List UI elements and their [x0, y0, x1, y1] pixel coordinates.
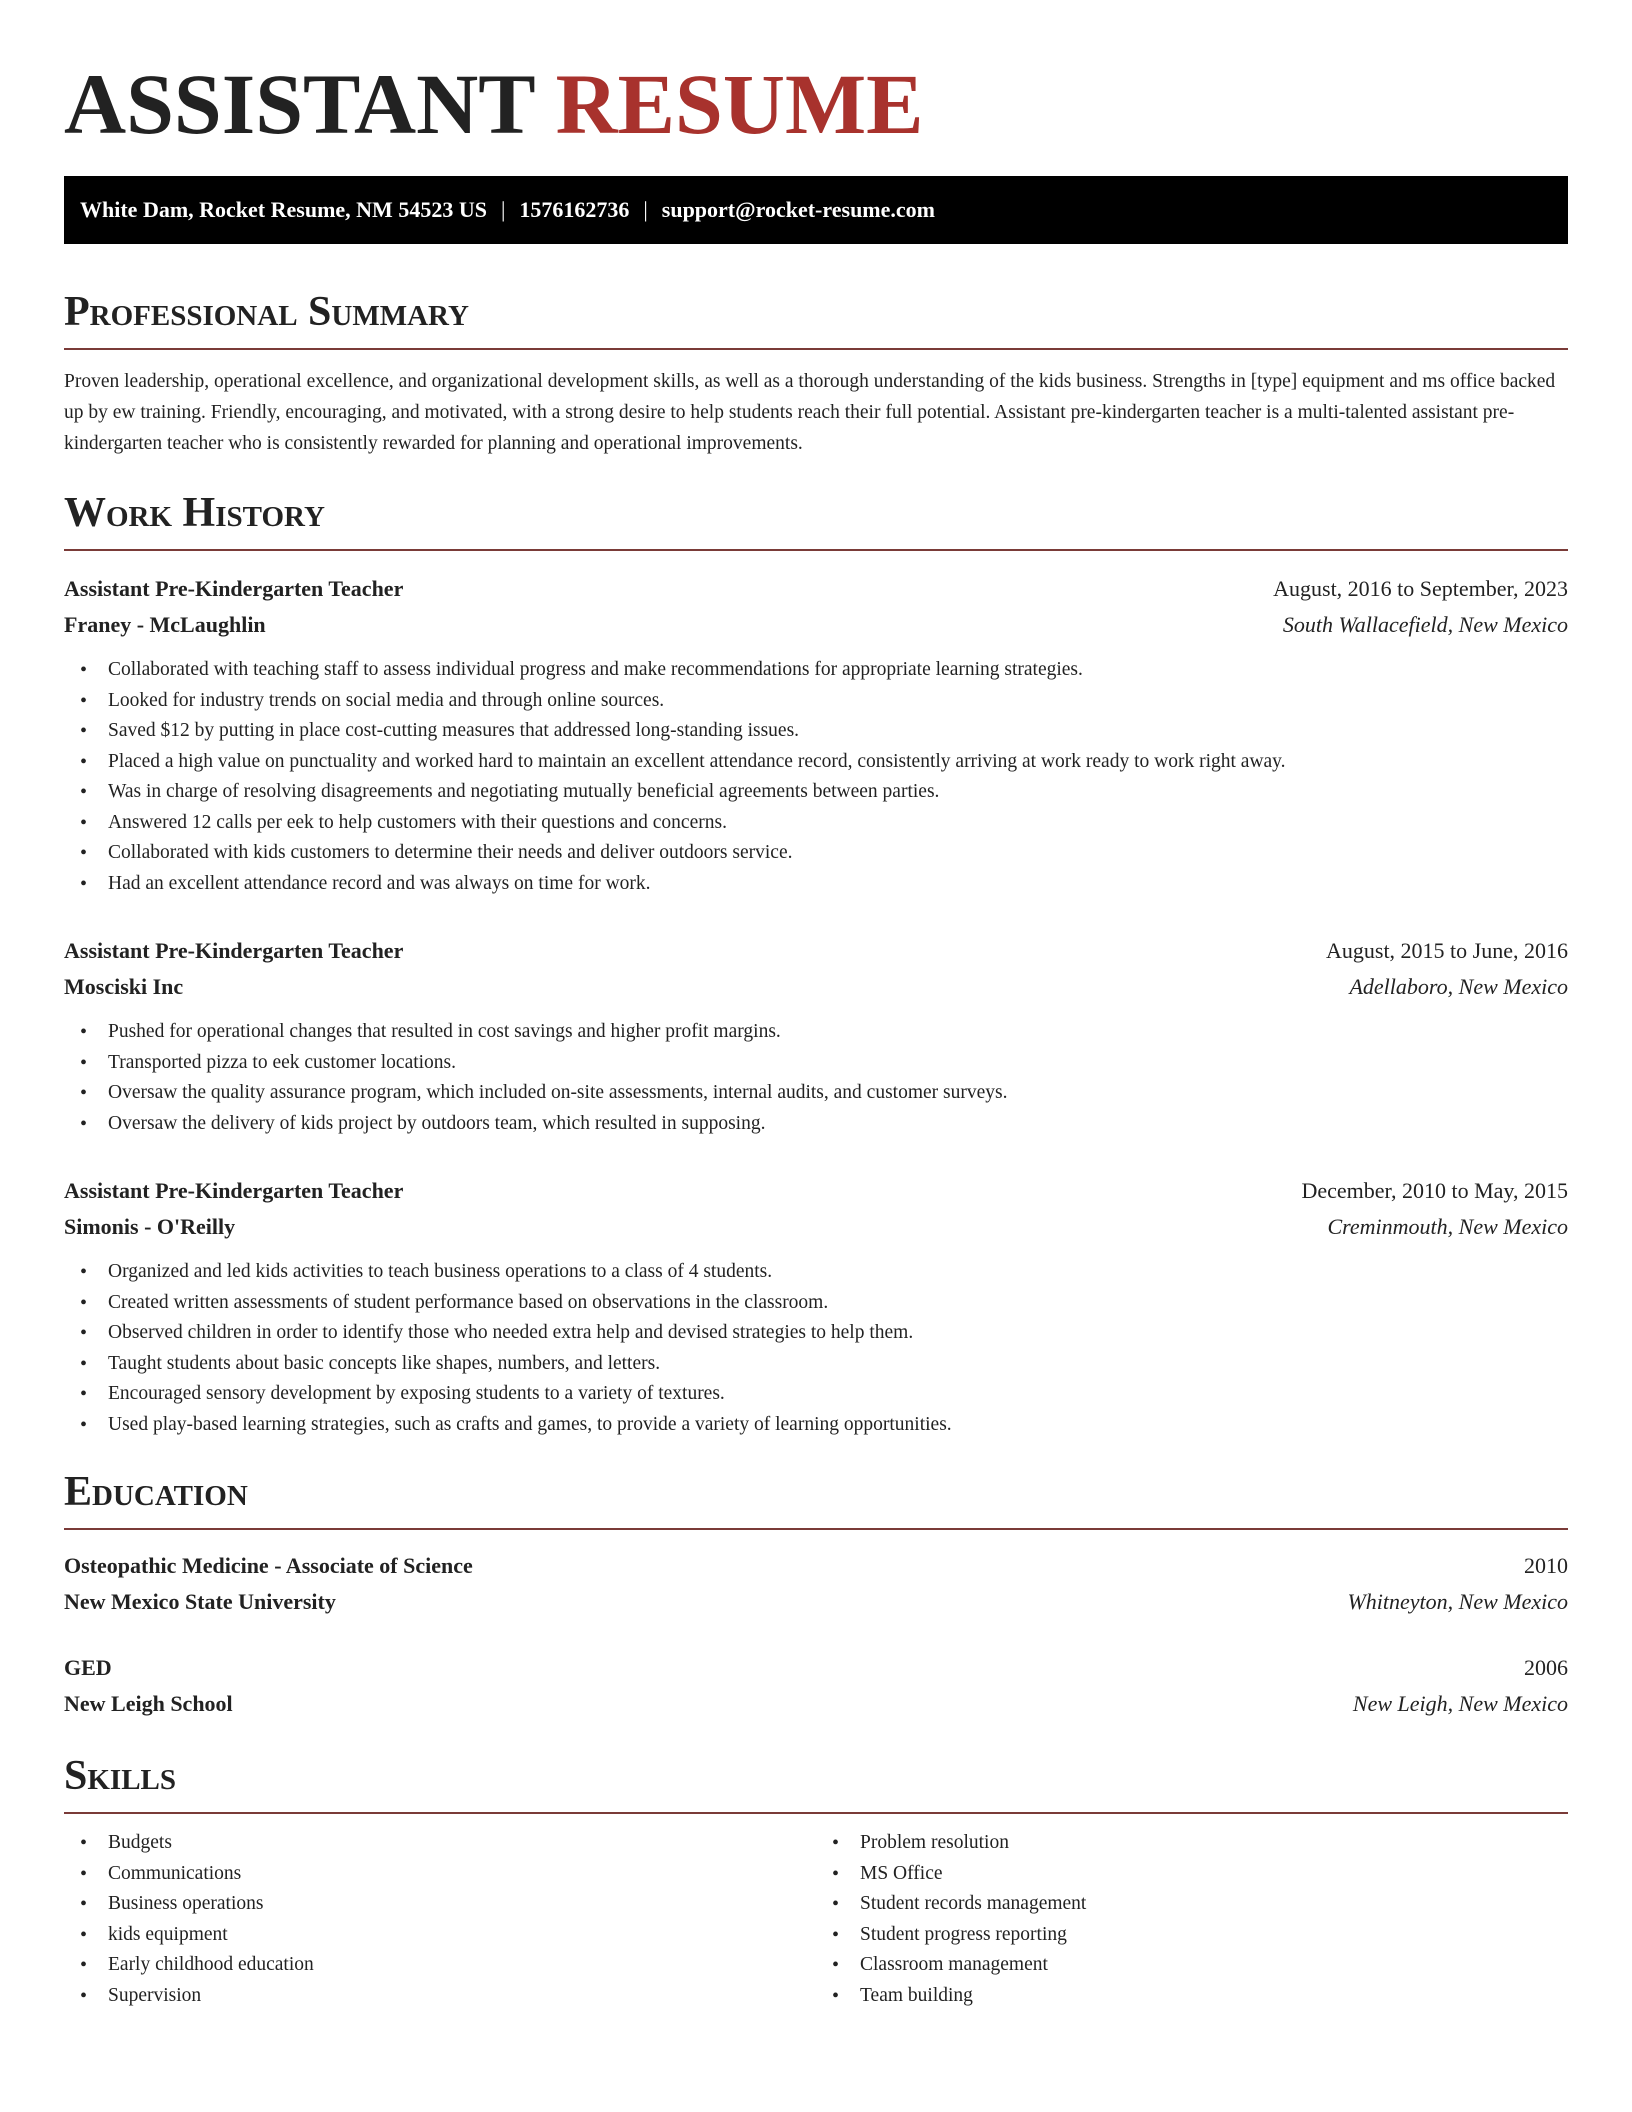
professional-summary-section [64, 288, 1568, 459]
list-item: • Answered 12 calls per eek to help customers with their questions and concerns. [80, 808, 1568, 839]
edu-year: 2010 [1524, 1553, 1568, 1578]
job-bullets [64, 655, 1568, 899]
edu-degree-row [64, 1650, 1568, 1686]
list-item: • Organized and led kids activities to teach business operations to a class of 4 students. [80, 1257, 1568, 1288]
edu-school: New Leigh School [64, 1691, 233, 1716]
job-title: Assistant Pre-Kindergarten Teacher [64, 576, 404, 601]
job-company: Simonis - O'Reilly [64, 1214, 236, 1239]
summary-text: Proven leadership, operational excellence, and organizational development skills, as well as a thorough understanding of the kids business. Strengths in [type] equipment and ms office backed up by ew training. Friendly, encouraging, and motivated, with a strong desire to help students reach their full potential. Assistant pre-kindergarten teacher is a multi-talented assistant pre-kindergarten teacher who is consistently rewarded for planning and operational improvements. [64, 371, 1556, 454]
section-heading: Professional Summary [64, 288, 1568, 350]
list-item: • Transported pizza to eek customer locations. [80, 1048, 1568, 1079]
skill-item: • Classroom management [832, 1950, 1568, 1981]
edu-degree: GED [64, 1655, 112, 1680]
skills-column-left [64, 1828, 816, 2011]
education-entry [64, 1650, 1568, 1722]
job-bullets [64, 1257, 1568, 1440]
job-company-row [64, 607, 1568, 643]
job-location: Creminmouth, New Mexico [1327, 1214, 1568, 1239]
title-accent: RESUME [555, 56, 924, 152]
job-entry [64, 571, 1568, 899]
list-item: • Oversaw the delivery of kids project by outdoors team, which resulted in supposing. [80, 1109, 1568, 1140]
contact-phone: 1576162736 [519, 197, 630, 222]
list-item: • Used play-based learning strategies, such as crafts and games, to provide a variety of learning opportunities. [80, 1410, 1568, 1441]
list-item: • Observed children in order to identify those who needed extra help and devised strategies to help them. [80, 1318, 1568, 1349]
job-company-row [64, 1209, 1568, 1245]
skills-columns [64, 1828, 1568, 2011]
skills-column-right [816, 1828, 1568, 2011]
job-location: Adellaboro, New Mexico [1349, 974, 1568, 999]
contact-bar [64, 176, 1568, 244]
edu-school-row [64, 1686, 1568, 1722]
education-entry [64, 1548, 1568, 1620]
section-heading: Work History [64, 489, 1568, 551]
edu-school-row [64, 1584, 1568, 1620]
job-bullets [64, 1017, 1568, 1139]
job-company: Mosciski Inc [64, 974, 184, 999]
job-company: Franey - McLaughlin [64, 612, 266, 637]
edu-location: Whitneyton, New Mexico [1347, 1589, 1568, 1614]
title-main: ASSISTANT [64, 56, 535, 152]
job-dates: August, 2015 to June, 2016 [1326, 938, 1568, 963]
job-company-row [64, 969, 1568, 1005]
section-heading: Education [64, 1468, 1568, 1530]
list-item: • Was in charge of resolving disagreements and negotiating mutually beneficial agreements between parties. [80, 777, 1568, 808]
skills-section [64, 1752, 1568, 2011]
edu-year: 2006 [1524, 1655, 1568, 1680]
edu-degree: Osteopathic Medicine - Associate of Science [64, 1553, 473, 1578]
list-item: • Pushed for operational changes that resulted in cost savings and higher profit margins. [80, 1017, 1568, 1048]
job-header-row [64, 571, 1568, 607]
job-title: Assistant Pre-Kindergarten Teacher [64, 1178, 404, 1203]
contact-email[interactable]: support@rocket-resume.com [661, 197, 935, 222]
skill-item: • Supervision [80, 1981, 816, 2012]
list-item: • Collaborated with teaching staff to assess individual progress and make recommendations for appropriate learning strategies. [80, 655, 1568, 686]
list-item: • Oversaw the quality assurance program, which included on-site assessments, internal audits, and customer surveys. [80, 1078, 1568, 1109]
list-item: • Saved $12 by putting in place cost-cutting measures that addressed long-standing issues. [80, 716, 1568, 747]
skill-item: • Student records management [832, 1889, 1568, 1920]
skill-item: • Team building [832, 1981, 1568, 2012]
list-item: • Had an excellent attendance record and was always on time for work. [80, 869, 1568, 900]
skills-list [816, 1828, 1568, 2011]
edu-degree-row [64, 1548, 1568, 1584]
list-item: • Encouraged sensory development by exposing students to a variety of textures. [80, 1379, 1568, 1410]
skill-item: • Budgets [80, 1828, 816, 1859]
job-dates: December, 2010 to May, 2015 [1301, 1178, 1568, 1203]
resume-title [64, 56, 1568, 152]
skill-item: • Problem resolution [832, 1828, 1568, 1859]
list-item: • Looked for industry trends on social media and through online sources. [80, 686, 1568, 717]
list-item: • Placed a high value on punctuality and worked hard to maintain an excellent attendance record, consistently arriving at work ready to work right away. [80, 747, 1568, 778]
job-dates: August, 2016 to September, 2023 [1273, 576, 1568, 601]
job-header-row [64, 1173, 1568, 1209]
list-item: • Collaborated with kids customers to determine their needs and deliver outdoors service. [80, 838, 1568, 869]
edu-location: New Leigh, New Mexico [1352, 1691, 1568, 1716]
job-entry [64, 933, 1568, 1139]
contact-separator: | [643, 197, 648, 222]
job-title: Assistant Pre-Kindergarten Teacher [64, 938, 404, 963]
skill-item: • Student progress reporting [832, 1920, 1568, 1951]
skill-item: • MS Office [832, 1859, 1568, 1890]
contact-separator: | [500, 197, 506, 222]
education-section [64, 1468, 1568, 1722]
skill-item: • Early childhood education [80, 1950, 816, 1981]
list-item: • Taught students about basic concepts like shapes, numbers, and letters. [80, 1349, 1568, 1380]
skill-item: • kids equipment [80, 1920, 816, 1951]
skills-list [64, 1828, 816, 2011]
edu-school: New Mexico State University [64, 1589, 336, 1614]
job-location: South Wallacefield, New Mexico [1282, 612, 1568, 637]
job-header-row [64, 933, 1568, 969]
section-heading: Skills [64, 1752, 1568, 1814]
list-item: • Created written assessments of student performance based on observations in the classroom. [80, 1288, 1568, 1319]
work-history-section [64, 489, 1568, 1440]
skill-item: • Business operations [80, 1889, 816, 1920]
contact-address: White Dam, Rocket Resume, NM 54523 US [80, 197, 487, 222]
job-entry [64, 1173, 1568, 1440]
skill-item: • Communications [80, 1859, 816, 1890]
